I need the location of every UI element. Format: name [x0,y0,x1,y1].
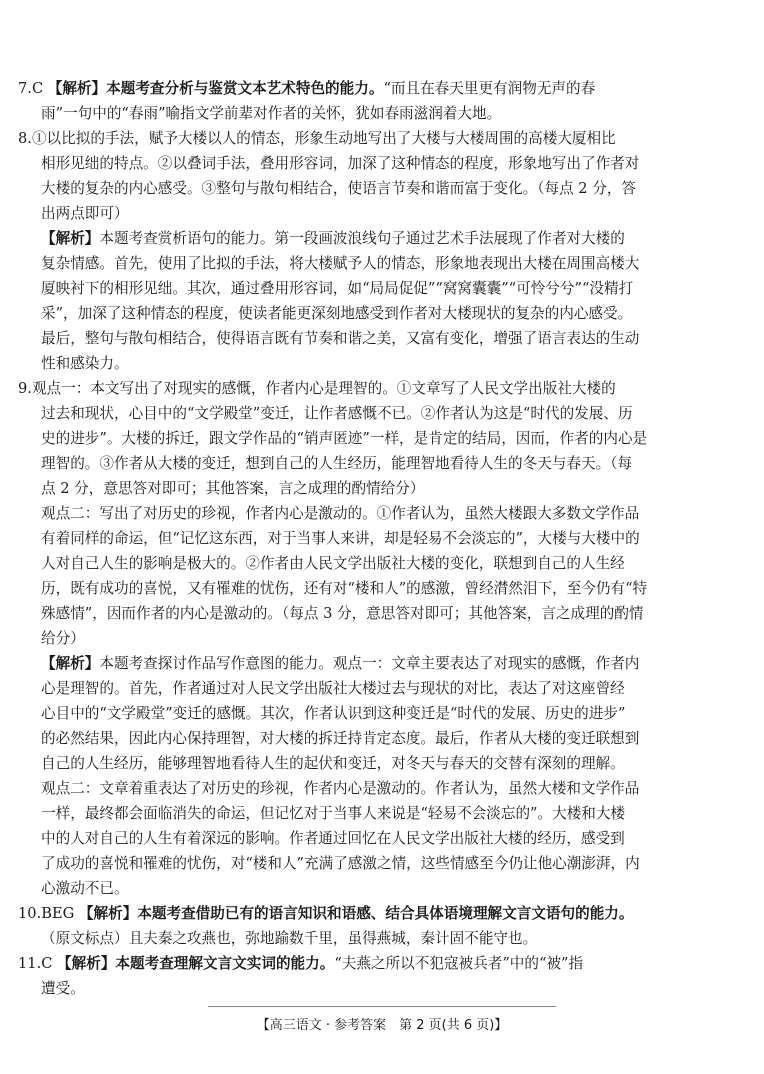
q8-answer-line: 出两点即可） [41,205,129,222]
q11-number: 11. [18,955,42,972]
q9-number: 9. [18,380,32,397]
q11-label: 【解析】 [57,955,116,972]
q10-label: 【解析】 [78,905,138,922]
q9-analysis-line: 自己的人生经历，能够理智地看待人生的起伏和变迁，对冬天与春天的交替有深刻的理解。 [41,755,625,772]
q11-lead: 本题考查理解文言文实词的能力。 [115,955,335,972]
q8-answer-text: ①以比拟的手法，赋予大楼以人的情态，形象生动地写出了大楼与大楼周围的高楼大厦相比 [31,130,616,147]
q8-answer-line: 相形见绌的特点。②以叠词手法，叠用形容词，加深了这种情态的程度，形象地写出了作者对 [41,155,640,172]
q9-analysis-line: 的必然结果，因此内心保持理智，对大楼的拆迁持肯定态度。最后，作者从大楼的变迁联想到 [41,730,640,747]
q8-label: 【解析】 [41,230,100,247]
q9-view1-line: 理智的。③作者从大楼的变迁，想到自己的人生经历，能理智地看待人生的冬天与春天。（每 [41,455,633,472]
q8-analysis-line: 性和感染力。 [41,355,129,372]
q9-analysis-line: 心激动不已。 [41,880,129,897]
page-footer: 【高三语文 · 参考答案 第 2 页(共 6 页)】 [256,1018,508,1033]
q7-line-1 [18,79,595,99]
q11-answer: C [41,955,53,972]
q8-analysis-line: 最后，整句与散句相结合，使得语言既有节奏和谐之美，又富有变化，增强了语言表达的生动 [41,330,640,347]
q7-line-2: 雨”一句中的“春雨”喻指文学前辈对作者的关怀，犹如春雨滋润着大地。 [41,105,502,122]
q9-view2-line: 人对自己人生的影响是极大的。②作者由人民文学出版社大楼的变化，联想到自己的人生经 [41,555,625,572]
q9-label: 【解析】 [41,655,100,672]
q10-line-2: （原文标点）且夫秦之攻燕也，弥地踰数千里，虽得燕城，秦计固不能守也。 [41,930,538,947]
q10-line-1 [18,904,634,924]
q9-analysis-line-1 [41,654,639,674]
q9-analysis-line: 了成功的喜悦和罹难的忧伤，对“楼和人”充满了感激之情，这些情感至今仍让他心潮澎湃，内 [41,855,640,872]
q8-line-1 [18,129,616,149]
q8-analysis-line-1 [41,229,625,249]
q8-analysis-text: 第一段画波浪线句子通过艺术手法展现了作者对大楼的 [274,230,625,247]
q10-lead: 本题考查借助已有的语言知识和语感、结合具体语境理解文言文语句的能力。 [137,905,634,922]
q8-answer-line: 大楼的复杂的内心感受。③整句与散句相结合，使语言节奏和谐而富于变化。（每点 2 分，答 [41,180,637,197]
q8-lead: 本题考查赏析语句的能力。 [99,230,275,247]
q9-line-1 [18,379,616,399]
q8-analysis-line: 采”，加深了这种情态的程度，使读者能更深刻地感受到作者对大楼现状的复杂的内心感受。 [41,305,633,322]
q9-analysis-line: 心目中的“文学殿堂”变迁的感慨。其次，作者认识到这种变迁是“时代的发展、历史的进步” [41,705,626,722]
q9-view1-line: 史的进步”。大楼的拆迁，跟文学作品的“销声匿迹”一样，是肯定的结局，因而，作者的内心是 [41,430,648,447]
footer-divider [208,1006,556,1007]
q11-line-2: 遭受。 [41,980,85,997]
q9-analysis-line: 一样，最终都会面临消失的命运，但记忆对于当事人来说是“轻易不会淡忘的”。大楼和大楼 [41,805,626,822]
q9-view2-line: 观点二：写出了对历史的珍视，作者内心是激动的。①作者认为，虽然大楼跟大多数文学作品 [41,505,640,522]
q9-view1-line: 过去和现状，心目中的“文学殿堂”变迁，让作者感慨不已。②作者认为这是“时代的发展、历 [41,405,633,422]
q7-lead: 本题考查分析与鉴赏文本艺术特色的能力。 [106,80,384,97]
q9-analysis-line: 心是理智的。首先，作者通过对人民文学出版社大楼过去与现状的对比，表达了对这座曾经 [41,680,625,697]
q7-text: “而且在春天里更有润物无声的春 [383,80,596,97]
q11-line-1 [18,954,583,974]
q8-analysis-line: 复杂情感。首先，使用了比拟的手法，将大楼赋予人的情态，形象地表现出大楼在周围高楼大 [41,255,640,272]
q9-view2-line: 历，既有成功的喜悦，又有罹难的忧伤，还有对“楼和人”的感激，曾经潸然泪下，至今仍有“特 [41,580,648,597]
q9-view2-line: 给分） [41,630,85,647]
q9-view1-line: 点 2 分，意思答对即可；其他答案，言之成理的酌情给分） [41,480,425,497]
q9-lead: 本题考查探讨作品写作意图的能力。 [99,655,333,672]
q7-answer: C [31,80,44,97]
q10-answer: BEG [41,905,75,922]
q9-view2-line: 有着同样的命运，但“记忆这东西，对于当事人来讲，却是轻易不会淡忘的”，大楼与大楼中的 [41,530,640,547]
q10-number: 10. [18,905,42,922]
q8-number: 8. [18,130,32,147]
q11-text: “夫燕之所以不犯寇被兵者”中的“被”指 [334,955,584,972]
q9-view1-text: 观点一：本文写出了对现实的感慨，作者内心是理智的。①文章写了人民文学出版社大楼的 [31,380,616,397]
q9-view2-line: 殊感情”，因而作者的内心是激动的。（每点 3 分，意思答对即可；其他答案，言之成理的酌情 [41,605,644,622]
q9-analysis-line: 中的人对自己的人生有着深远的影响。作者通过回忆在人民文学出版社大楼的经历，感受到 [41,830,625,847]
q7-label: 【解析】 [47,80,107,97]
q9-analysis-line: 观点二：文章着重表达了对历史的珍视，作者内心是激动的。作者认为，虽然大楼和文学作品 [41,780,640,797]
q9-analysis-text: 观点一：文章主要表达了对现实的感慨，作者内 [332,655,640,672]
q7-number: 7. [18,80,32,97]
q8-analysis-line: 厦映衬下的相形见绌。其次，通过叠用形容词，如“局局促促”“窝窝囊囊”“可怜兮兮”“没精打 [41,280,634,297]
